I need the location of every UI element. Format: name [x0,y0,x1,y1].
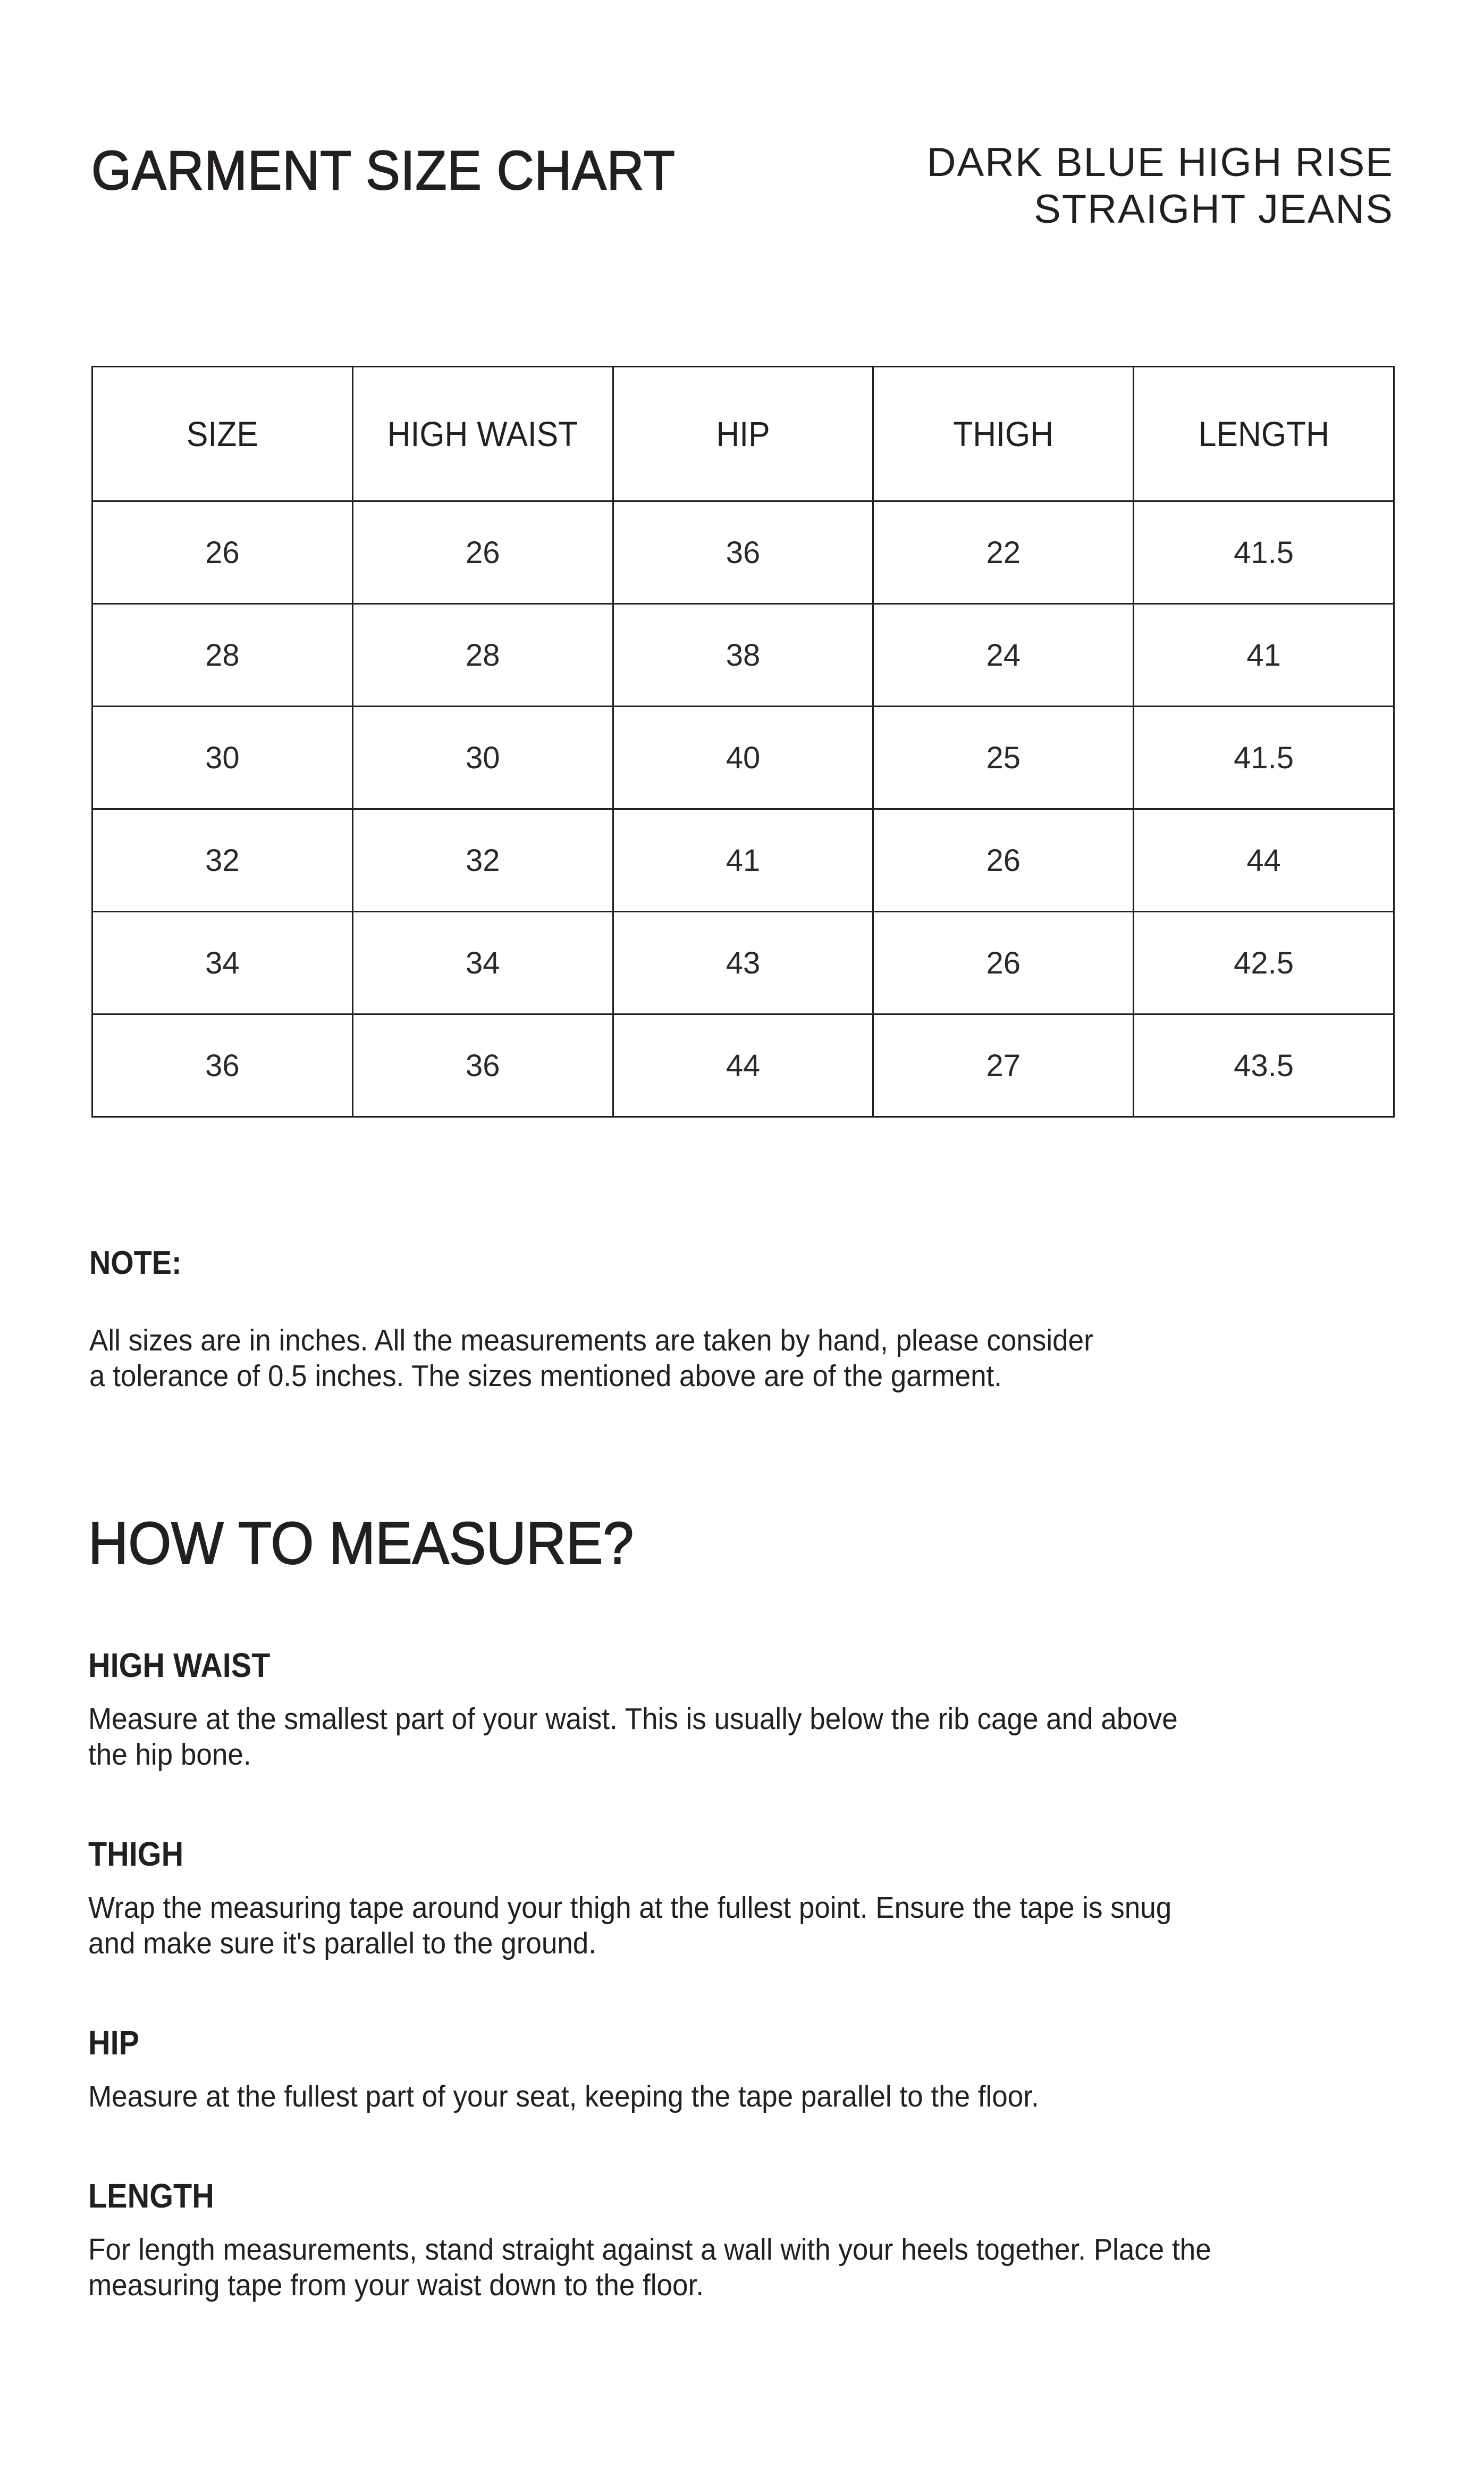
section-body-high-waist [88,1701,1178,1773]
section-line: For length measurements, stand straight against a wall with your heels together. Place the [88,2233,1211,2267]
section-heading-hip: HIP [88,2024,140,2062]
cell-hip: 40 [613,707,873,809]
cell-hip: 41 [613,809,873,912]
cell-thigh: 26 [873,809,1134,912]
cell-thigh: 24 [873,604,1134,707]
note-body [89,1323,1226,1394]
how-to-measure-heading: HOW TO MEASURE? [88,1510,634,1576]
note-line-2: a tolerance of 0.5 inches. The sizes mentioned above are of the garment. [89,1359,1002,1393]
column-header-label: HIGH WAIST [387,414,578,454]
product-name-line-2: STRAIGHT JEANS [1034,187,1394,232]
cell-length: 44 [1134,809,1394,912]
cell-high-waist: 36 [352,1014,613,1117]
column-header-thigh [873,367,1134,501]
cell-size: 30 [92,707,353,809]
section-body-hip [88,2079,1039,2114]
section-body-length [88,2232,1211,2303]
cell-length: 43.5 [1134,1014,1394,1117]
cell-high-waist: 26 [352,501,613,604]
table-header-row [92,367,1394,501]
cell-high-waist: 30 [352,707,613,809]
section-heading-thigh: THIGH [88,1835,184,1873]
cell-thigh: 25 [873,707,1134,809]
cell-size: 34 [92,912,353,1014]
table-row [92,809,1394,912]
note-heading: NOTE: [89,1245,182,1281]
table-row [92,501,1394,604]
cell-hip: 44 [613,1014,873,1117]
section-line: Measure at the fullest part of your seat, keeping the tape parallel to the floor. [88,2079,1039,2113]
page-title: GARMENT SIZE CHART [91,140,676,202]
cell-thigh: 27 [873,1014,1134,1117]
cell-high-waist: 32 [352,809,613,912]
section-heading-length: LENGTH [88,2177,214,2215]
table-row [92,604,1394,707]
section-line: measuring tape from your waist down to the floor. [88,2268,704,2302]
cell-high-waist: 28 [352,604,613,707]
note-line-1: All sizes are in inches. All the measurements are taken by hand, please consider [89,1323,1093,1357]
cell-length: 42.5 [1134,912,1394,1014]
table-row [92,1014,1394,1117]
table-row [92,912,1394,1014]
cell-size: 36 [92,1014,353,1117]
section-line: Measure at the smallest part of your waist. This is usually below the rib cage and above [88,1702,1178,1736]
product-name [927,139,1394,233]
column-header-label: SIZE [186,414,258,454]
column-header-label: LENGTH [1198,414,1329,454]
column-header-hip [613,367,873,501]
section-heading-high-waist: HIGH WAIST [88,1646,271,1684]
cell-hip: 38 [613,604,873,707]
column-header-label: HIP [716,414,770,454]
product-name-line-1: DARK BLUE HIGH RISE [926,140,1394,185]
table-row [92,707,1394,809]
column-header-size [92,367,353,501]
size-chart-table [91,366,1395,1118]
cell-thigh: 22 [873,501,1134,604]
column-header-high-waist [352,367,613,501]
cell-size: 26 [92,501,353,604]
section-body-thigh [88,1890,1171,1961]
column-header-label: THIGH [953,414,1054,454]
cell-length: 41 [1134,604,1394,707]
section-line: and make sure it's parallel to the ground. [88,1926,597,1960]
section-line: the hip bone. [88,1738,251,1772]
column-header-length [1134,367,1394,501]
section-line: Wrap the measuring tape around your thigh at the fullest point. Ensure the tape is snug [88,1891,1172,1925]
cell-length: 41.5 [1134,707,1394,809]
cell-thigh: 26 [873,912,1134,1014]
cell-hip: 36 [613,501,873,604]
cell-length: 41.5 [1134,501,1394,604]
cell-hip: 43 [613,912,873,1014]
cell-size: 28 [92,604,353,707]
cell-high-waist: 34 [352,912,613,1014]
cell-size: 32 [92,809,353,912]
